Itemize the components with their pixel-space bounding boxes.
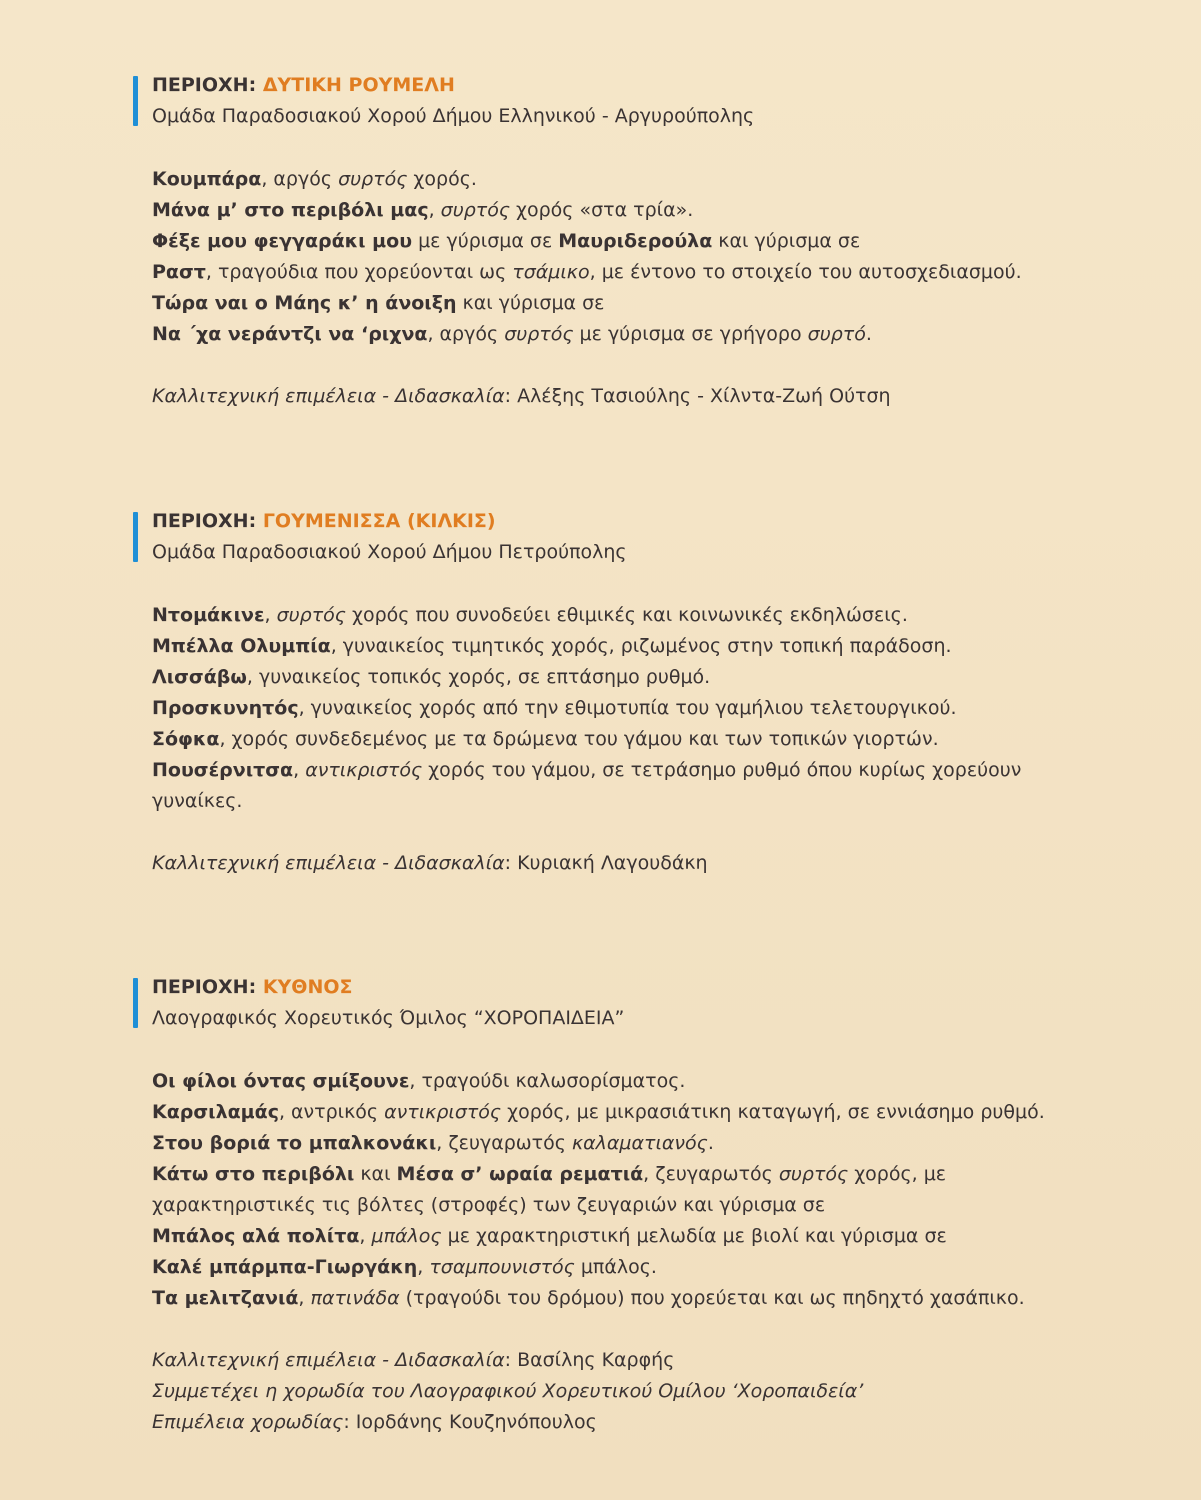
text: και γύρισμα σε [456, 292, 605, 314]
dance-line [152, 662, 1133, 693]
group-name: Λαογραφικός Χορευτικός Όμιλος “ΧΟΡΟΠΑΙΔΕΙΑ” [152, 1007, 625, 1029]
text: χορός, με μικρασιάτικη καταγωγή, σε εννιάσημο ρυθμό. [501, 1101, 1045, 1123]
dance-line [152, 1283, 1133, 1314]
section-header [133, 70, 1133, 132]
text: , ζευγαρωτός [643, 1163, 779, 1185]
text: . [865, 323, 872, 345]
region-name: ΓΟΥΜΕΝΙΣΣΑ (ΚΙΛΚΙΣ) [262, 510, 496, 532]
credits [133, 1345, 1133, 1438]
region-title [152, 70, 1133, 101]
dance-name: Μπάλος αλά πολίτα [152, 1225, 360, 1247]
text: : Βασίλης Καρφής [504, 1349, 675, 1371]
dance-name: Οι φίλοι όντας σμίξουνε [152, 1070, 410, 1092]
dance-line [152, 1128, 1133, 1159]
text: , τραγούδι καλωσορίσματος. [409, 1070, 686, 1092]
section-kythnos [133, 972, 1133, 1438]
credits [133, 381, 1133, 412]
credit-line [152, 381, 1133, 412]
dance-name: Μπέλλα Ολυμπία [152, 635, 331, 657]
dance-line [152, 1066, 1133, 1097]
text: , αντρικός [278, 1101, 385, 1123]
dance-line [152, 631, 1133, 662]
section-goumenissa [133, 506, 1133, 879]
credit-line [152, 1407, 1133, 1438]
italic-text: τσάμικο [512, 261, 590, 283]
text: χορός. [407, 168, 477, 190]
italic-text: πατινάδα [310, 1287, 400, 1309]
dance-name: Καρσιλαμάς [152, 1101, 279, 1123]
credit-line [152, 1376, 1133, 1407]
italic-text: τσαμπουνιστός [429, 1256, 575, 1278]
italic-text: συρτός [276, 604, 346, 626]
section-header [133, 972, 1133, 1034]
dance-name: Μαυριδερούλα [558, 230, 713, 252]
dance-line [152, 1190, 1133, 1221]
dance-line [152, 1252, 1133, 1283]
dance-name: Τα μελιτζανιά [152, 1287, 299, 1309]
credits [133, 848, 1133, 879]
text: (τραγούδι του δρόμου) που χορεύεται και ως πηδηχτό χασάπικο. [399, 1287, 1025, 1309]
region-label: ΠΕΡΙΟΧΗ: [152, 510, 257, 532]
text: γυναίκες. [152, 790, 243, 812]
text: , γυναικείος τοπικός χορός, σε επτάσημο ρυθμό. [246, 666, 711, 688]
italic-text: αντικριστός [384, 1101, 502, 1123]
text: μπάλος. [574, 1256, 657, 1278]
text: με γύρισμα σε [412, 230, 559, 252]
dance-name: Καλέ μπάρμπα-Γιωργάκη [152, 1256, 418, 1278]
dance-name: Ντομάκινε [152, 604, 265, 626]
text: με γύρισμα σε γρήγορο [573, 323, 808, 345]
text: . [707, 1132, 714, 1154]
text: , [417, 1256, 430, 1278]
dance-name: Φέξε μου φεγγαράκι μου [152, 230, 413, 252]
accent-bar [133, 76, 138, 126]
dance-line [152, 319, 1133, 350]
text: χορός «στα τρία». [509, 199, 694, 221]
group-name: Ομάδα Παραδοσιακού Χορού Δήμου Πετρούπολης [152, 541, 627, 563]
dance-list [133, 164, 1133, 350]
dance-line [152, 288, 1133, 319]
dance-name: Να ΄χα νεράντζι να ‘ριχνα [152, 323, 428, 345]
italic-text: συρτός [338, 168, 408, 190]
text: χαρακτηριστικές τις βόλτες (στροφές) των ζευγαριών και γύρισμα σε [152, 1194, 826, 1216]
text: : Ιορδάνης Κουζηνόπουλος [343, 1411, 597, 1433]
group-name: Ομάδα Παραδοσιακού Χορού Δήμου Ελληνικού - Αργυρούπολης [152, 105, 755, 127]
text: , τραγούδια που χορεύονται ως [205, 261, 513, 283]
dance-line [152, 786, 1133, 817]
italic-text: συρτό [807, 323, 866, 345]
text: και [354, 1163, 397, 1185]
text: , με έντονο το στοιχείο του αυτοσχεδιασμού. [589, 261, 1022, 283]
region-title [152, 506, 1133, 537]
section-header [133, 506, 1133, 568]
credit-line [152, 1345, 1133, 1376]
accent-bar [133, 978, 138, 1028]
section-dytiki-roumeli [133, 70, 1133, 412]
text: με χαρακτηριστική μελωδία με βιολί και γύρισμα σε [441, 1225, 947, 1247]
dance-line [152, 693, 1133, 724]
region-name: ΔΥΤΙΚΗ ΡΟΥΜΕΛΗ [262, 74, 455, 96]
region-label: ΠΕΡΙΟΧΗ: [152, 976, 257, 998]
italic-text: συρτός [504, 323, 574, 345]
dance-name: Τώρα ναι ο Μάης κ’ η άνοιξη [152, 292, 457, 314]
italic-text: συρτός [440, 199, 510, 221]
text: , ζευγαρωτός [436, 1132, 572, 1154]
credit-line [152, 848, 1133, 879]
dance-name: Ραστ [152, 261, 206, 283]
italic-text: Καλλιτεχνική επιμέλεια - Διδασκαλία [152, 385, 505, 407]
text: , γυναικείος τιμητικός χορός, ριζωμένος στην τοπική παράδοση. [330, 635, 952, 657]
dance-name: Μέσα σ’ ωραία ρεματιά [396, 1163, 644, 1185]
italic-text: Καλλιτεχνική επιμέλεια - Διδασκαλία [152, 852, 505, 874]
dance-name: Πουσέρνιτσα [152, 759, 294, 781]
accent-bar [133, 512, 138, 562]
italic-text: μπάλος [371, 1225, 442, 1247]
italic-text: αντικριστός [305, 759, 423, 781]
dance-line [152, 600, 1133, 631]
text: , [293, 759, 306, 781]
text: , γυναικείος χορός από την εθιμοτυπία του γαμήλιου τελετουργικού. [298, 697, 957, 719]
region-label: ΠΕΡΙΟΧΗ: [152, 74, 257, 96]
dance-line [152, 164, 1133, 195]
text: χορός, με [848, 1163, 947, 1185]
dance-line [152, 755, 1133, 786]
text: , αργός [427, 323, 505, 345]
text: και γύρισμα σε [712, 230, 861, 252]
dance-name: Κουμπάρα [152, 168, 262, 190]
dance-line [152, 257, 1133, 288]
dance-line [152, 226, 1133, 257]
text: χορός που συνοδεύει εθιμικές και κοινωνικές εκδηλώσεις. [345, 604, 908, 626]
italic-text: Καλλιτεχνική επιμέλεια - Διδασκαλία [152, 1349, 505, 1371]
text: : Αλέξης Τασιούλης - Χίλντα-Ζωή Ούτση [504, 385, 891, 407]
italic-text: Συμμετέχει η χορωδία του Λαογραφικού Χορευτικού Ομίλου ‘Χοροπαιδεία’ [152, 1380, 864, 1402]
italic-text: συρτός [778, 1163, 849, 1185]
italic-text: Επιμέλεια χορωδίας [152, 1411, 344, 1433]
dance-list [133, 600, 1133, 817]
dance-name: Μάνα μ’ στο περιβόλι μας [152, 199, 429, 221]
text: χορός του γάμου, σε τετράσημο ρυθμό όπου κυρίως χορεύουν [422, 759, 1022, 781]
text: , χορός συνδεδεμένος με τα δρώμενα του γάμου και των τοπικών γιορτών. [219, 728, 939, 750]
dance-line [152, 1097, 1133, 1128]
dance-list [133, 1066, 1133, 1314]
dance-name: Προσκυνητός [152, 697, 299, 719]
dance-line [152, 1221, 1133, 1252]
dance-line [152, 195, 1133, 226]
dance-line [152, 724, 1133, 755]
dance-name: Στου βοριά το μπαλκονάκι [152, 1132, 437, 1154]
text: , [359, 1225, 372, 1247]
text: , [428, 199, 441, 221]
dance-line [152, 1159, 1133, 1190]
dance-name: Κάτω στο περιβόλι [152, 1163, 355, 1185]
text: , αργός [261, 168, 339, 190]
region-name: ΚΥΘΝΟΣ [262, 976, 353, 998]
dance-name: Σόφκα [152, 728, 220, 750]
region-title [152, 972, 1133, 1003]
italic-text: καλαματιανός [571, 1132, 708, 1154]
text: , [264, 604, 277, 626]
text: , [298, 1287, 311, 1309]
dance-name: Λισσάβω [152, 666, 247, 688]
text: : Κυριακή Λαγουδάκη [504, 852, 708, 874]
